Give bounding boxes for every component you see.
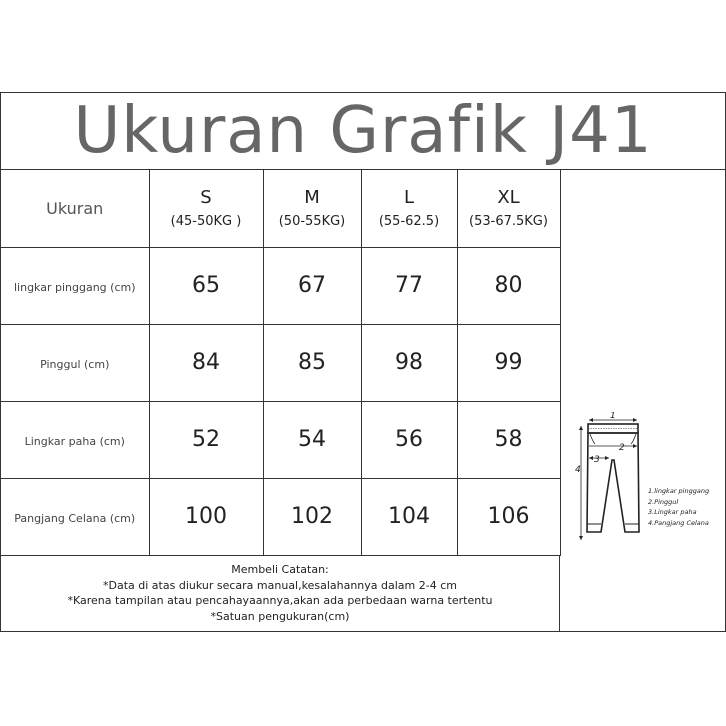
size-header-s [149, 170, 263, 247]
value: 99 [494, 350, 523, 375]
value-cell [457, 247, 560, 324]
table-row [1, 247, 560, 324]
measurement-legend [648, 486, 709, 528]
row-label: lingkar pinggang (cm) [13, 281, 136, 294]
legend-item: 4.Pangjang Celana [648, 518, 709, 527]
title-row [1, 93, 725, 170]
value: 52 [192, 427, 220, 452]
size-chart [0, 92, 726, 632]
size-range: (45-50KG ) [170, 214, 242, 230]
value: 106 [487, 504, 530, 529]
marker-3: 3 [594, 455, 600, 465]
header-label-cell [1, 170, 149, 247]
value: 84 [192, 350, 220, 375]
value-cell [149, 478, 263, 555]
value-cell [149, 324, 263, 401]
value: 104 [388, 504, 430, 529]
value: 80 [494, 273, 523, 298]
notes-heading: Membeli Catatan: [231, 563, 329, 576]
value-cell [263, 478, 361, 555]
size-range: (50-55KG) [278, 214, 346, 230]
value-cell [263, 247, 361, 324]
row-label: Pinggul (cm) [40, 358, 110, 371]
measurement-guide-panel [561, 170, 725, 632]
row-label-cell [1, 401, 149, 478]
size-range: (53-67.5KG) [469, 214, 548, 230]
size-code: L [403, 187, 415, 209]
value: 58 [494, 427, 523, 452]
size-table [1, 170, 561, 556]
row-label: Pangjang Celana (cm) [14, 512, 136, 525]
row-label-cell [1, 478, 149, 555]
size-code: M [304, 187, 320, 209]
value-cell [149, 401, 263, 478]
value: 100 [185, 504, 227, 529]
value-cell [263, 324, 361, 401]
value-cell [361, 247, 457, 324]
value: 67 [298, 273, 326, 298]
legend-item: 3.Lingkar paha [648, 508, 697, 516]
header-row [1, 170, 560, 247]
pants-diagram-icon [575, 412, 725, 552]
marker-4: 4 [575, 465, 581, 475]
notes-panel [1, 556, 560, 632]
value-cell [149, 247, 263, 324]
value-cell [457, 401, 560, 478]
value: 77 [395, 273, 423, 298]
size-header-l [361, 170, 457, 247]
value-cell [457, 478, 560, 555]
marker-2: 2 [619, 443, 625, 453]
note-line: *Data di atas diukur secara manual,kesalahannya dalam 2-4 cm [103, 578, 457, 592]
row-label-cell [1, 247, 149, 324]
value-cell [263, 401, 361, 478]
value-cell [457, 324, 560, 401]
value: 56 [395, 427, 423, 452]
size-header-m [263, 170, 361, 247]
size-code: S [200, 187, 212, 209]
table-row [1, 401, 560, 478]
value: 54 [298, 427, 326, 452]
chart-title: Ukuran Grafik J41 [73, 94, 653, 168]
value-cell [361, 324, 457, 401]
size-code: XL [497, 187, 520, 209]
legend-item: 2.Pinggul [648, 497, 679, 506]
value: 65 [192, 273, 220, 298]
legend-item: 1.lingkar pinggang [648, 487, 710, 495]
value-cell [361, 401, 457, 478]
table-row [1, 478, 560, 555]
table-row [1, 324, 560, 401]
value-cell [361, 478, 457, 555]
size-range: (55-62.5) [378, 214, 440, 230]
note-line: *Satuan pengukuran(cm) [210, 609, 350, 623]
size-header-xl [457, 170, 560, 247]
header-label: Ukuran [46, 198, 104, 218]
note-line: *Karena tampilan atau pencahayaannya,akan ada perbedaan warna tertentu [67, 594, 493, 607]
value: 98 [395, 350, 423, 375]
marker-1: 1 [610, 412, 616, 421]
row-label-cell [1, 324, 149, 401]
value: 85 [298, 350, 326, 375]
value: 102 [291, 504, 333, 529]
row-label: Lingkar paha (cm) [24, 435, 125, 448]
